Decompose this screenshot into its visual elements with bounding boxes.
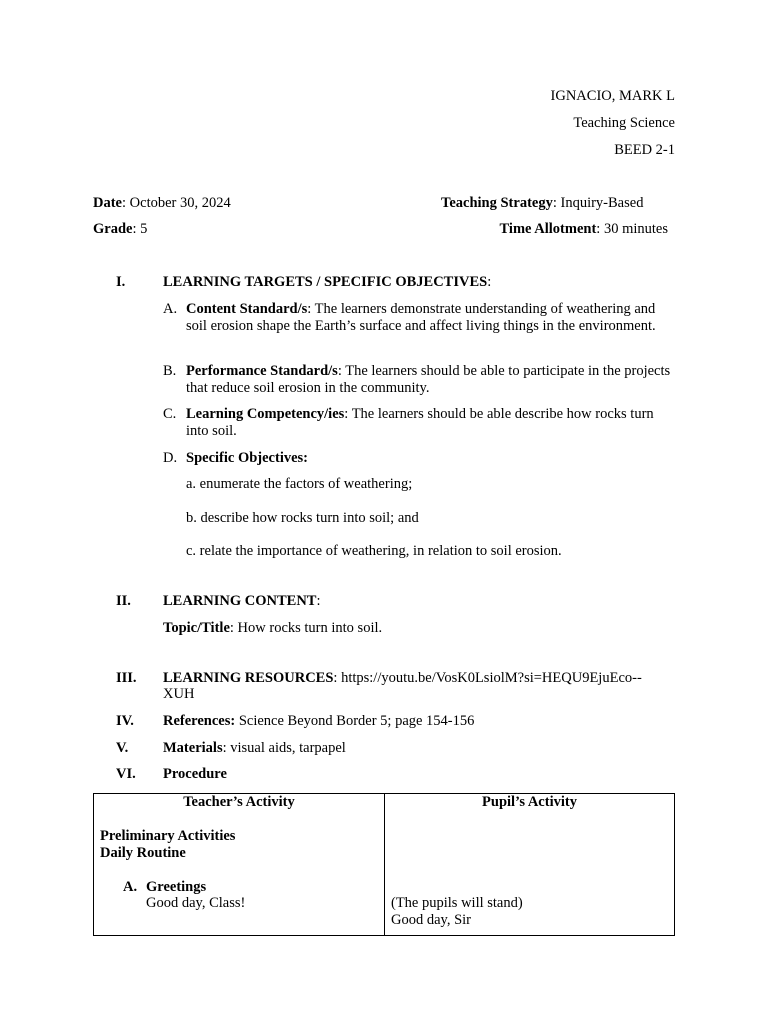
item-label: Learning Competency/ies: [186, 406, 345, 422]
specific-objective-a: a. enumerate the factors of weathering;: [186, 476, 413, 492]
section-5-numeral: V.: [116, 740, 129, 756]
objective-item-b: B. Performance Standard/s: The learners should be able to participate in the projects that reduce soil erosion in the community.: [163, 363, 671, 396]
pupil-action: (The pupils will stand): [391, 895, 523, 911]
time-label: Time Allotment: [499, 221, 597, 237]
pupil-activity-column: [385, 794, 675, 936]
time-value: 30 minutes: [603, 221, 668, 237]
teacher-greeting: Good day, Class!: [146, 895, 246, 911]
item-label: Content Standard/s: [186, 301, 308, 317]
grade-line: Grade: 5: [93, 221, 148, 237]
pupil-activity-header: Pupil’s Activity: [482, 794, 577, 810]
time-line: Time Allotment: 30 minutes: [499, 221, 668, 237]
topic-label: Topic/Title: [163, 620, 230, 636]
references-value: Science Beyond Border 5; page 154-156: [238, 713, 475, 729]
section-2-heading: LEARNING CONTENT:: [163, 593, 321, 609]
course-name: Teaching Science: [573, 115, 675, 131]
section-4-title: References:: [163, 713, 236, 729]
section-4-numeral: IV.: [116, 713, 134, 729]
resources-line: LEARNING RESOURCES: https://youtu.be/VosK0LsiolM?si=HEQU9EjuEco--: [163, 670, 642, 686]
item-letter: C.: [163, 406, 177, 422]
materials-line: Materials: visual aids, tarpapel: [163, 740, 346, 756]
references-line: [163, 713, 474, 730]
objective-item-a: A. Content Standard/s: The learners demonstrate understanding of weathering and soil erosion shape the Earth’s surface and affect living things in the environment.: [163, 301, 656, 334]
section-1-title: LEARNING TARGETS / SPECIFIC OBJECTIVES: [163, 274, 488, 290]
section-6-title: Procedure: [163, 766, 227, 782]
greetings-letter: A.: [123, 879, 138, 895]
item-text: The learners demonstrate understanding of weathering and soil erosion shape the Earth’s surface and affect living things in the environment.: [186, 301, 656, 334]
section-1-heading: LEARNING TARGETS / SPECIFIC OBJECTIVES:: [163, 274, 492, 290]
daily-routine: Daily Routine: [100, 845, 186, 861]
section-name: BEED 2-1: [614, 142, 675, 158]
item-letter: A.: [163, 301, 178, 317]
section-5-title: Materials: [163, 740, 223, 756]
grade-label: Grade: [93, 221, 133, 237]
materials-value: visual aids, tarpapel: [230, 740, 346, 756]
date-label: Date: [93, 195, 122, 211]
procedure-table: [93, 793, 675, 936]
section-6-numeral: VI.: [116, 766, 136, 782]
item-letter: B.: [163, 363, 177, 379]
section-3-title: LEARNING RESOURCES: [163, 670, 334, 686]
author-name: IGNACIO, MARK L: [550, 88, 675, 104]
greetings-title: Greetings: [146, 879, 207, 895]
section-1-numeral: I.: [116, 274, 126, 290]
topic-value: How rocks turn into soil.: [237, 620, 383, 636]
item-label: Specific Objectives:: [186, 450, 309, 466]
date-value: October 30, 2024: [129, 195, 231, 211]
resources-link-continued: XUH: [163, 686, 195, 702]
item-text: The learners should be able to participate in the projects that reduce soil erosion in the community.: [186, 363, 671, 396]
item-label: Performance Standard/s: [186, 363, 338, 379]
section-3-numeral: III.: [116, 670, 137, 686]
grade-value: 5: [140, 221, 148, 237]
item-letter: D.: [163, 450, 178, 466]
date-line: Date: October 30, 2024: [93, 195, 231, 211]
objective-item-c: C. Learning Competency/ies: The learners should be able describe how rocks turn into soil.: [163, 406, 654, 439]
strategy-value: Inquiry-Based: [560, 195, 644, 211]
resources-link: https://youtu.be/VosK0LsiolM?si=HEQU9EjuEco--: [341, 670, 642, 686]
teacher-activity-header: Teacher’s Activity: [183, 794, 295, 810]
preliminary-activities: Preliminary Activities: [100, 828, 236, 844]
topic-line: Topic/Title: How rocks turn into soil.: [163, 620, 383, 636]
teacher-activity-column: [94, 794, 385, 936]
strategy-label: Teaching Strategy: [441, 195, 553, 211]
specific-objective-c: c. relate the importance of weathering, in relation to soil erosion.: [186, 543, 562, 559]
strategy-line: Teaching Strategy: Inquiry-Based: [441, 195, 644, 211]
item-text: The learners should be able describe how rocks turn into soil.: [186, 406, 654, 439]
specific-objective-b: b. describe how rocks turn into soil; and: [186, 510, 419, 526]
objective-item-d: [163, 450, 675, 467]
pupil-greeting: Good day, Sir: [391, 912, 472, 928]
section-2-title: LEARNING CONTENT: [163, 593, 317, 609]
section-2-numeral: II.: [116, 593, 131, 609]
